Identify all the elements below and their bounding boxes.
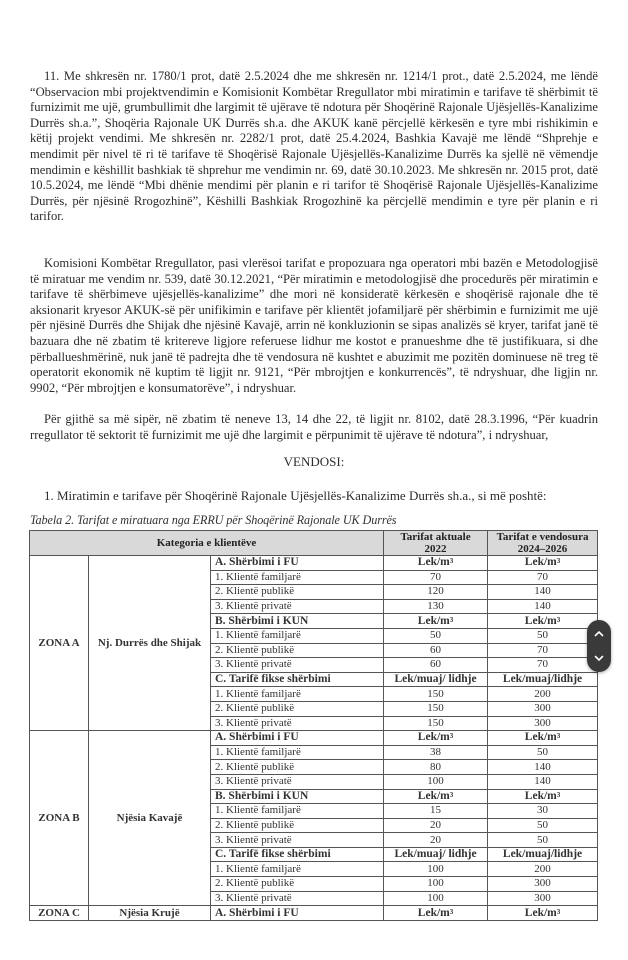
- client-category: 1. Klientë familjarë: [211, 570, 384, 585]
- header-current-label: Tarifat aktuale: [400, 531, 471, 543]
- header-new-tariffs: [488, 531, 598, 556]
- header-new-label: Tarifat e vendosura: [496, 531, 589, 543]
- chevron-down-icon: [594, 653, 604, 663]
- zone-label: ZONA A: [30, 556, 89, 731]
- client-category: 3. Klientë privatë: [211, 658, 384, 673]
- tariff-current: 130: [384, 599, 488, 614]
- service-name: C. Tarifë fikse shërbimi: [211, 847, 384, 862]
- client-category: 3. Klientë privatë: [211, 599, 384, 614]
- unit-exponent: 3: [556, 615, 561, 624]
- client-category: 3. Klientë privatë: [211, 716, 384, 731]
- unit-exponent: 3: [449, 615, 454, 624]
- unit-label: Njësia Kavajë: [89, 731, 211, 906]
- tariff-current: 15: [384, 804, 488, 819]
- tariff-new: 50: [488, 818, 598, 833]
- client-category: 1. Klientë familjarë: [211, 804, 384, 819]
- tariff-current: 120: [384, 585, 488, 600]
- service-header-row: [30, 731, 598, 746]
- unit-current: [384, 614, 488, 629]
- client-category: 3. Klientë privatë: [211, 774, 384, 789]
- unit-base: Lek/m: [524, 614, 557, 627]
- unit-exponent: 3: [556, 790, 561, 799]
- client-category: 3. Klientë privatë: [211, 833, 384, 848]
- unit-new: [488, 789, 598, 804]
- tariff-new: 300: [488, 701, 598, 716]
- unit-new: [488, 906, 598, 921]
- unit-current: [384, 906, 488, 921]
- client-category: 2. Klientë publikë: [211, 877, 384, 892]
- unit-new: Lek/muaj/lidhje: [488, 847, 598, 862]
- tariff-new: 300: [488, 716, 598, 731]
- tariff-current: 80: [384, 760, 488, 775]
- tariff-current: 70: [384, 570, 488, 585]
- unit-base: Lek/m: [417, 731, 450, 744]
- tariff-new: 50: [488, 628, 598, 643]
- tariff-new: 300: [488, 891, 598, 906]
- tariff-current: 20: [384, 818, 488, 833]
- client-category: 1. Klientë familjarë: [211, 628, 384, 643]
- tariff-current: 20: [384, 833, 488, 848]
- tariff-current: 100: [384, 877, 488, 892]
- service-name: A. Shërbimi i FU: [211, 556, 384, 571]
- table-header-row: [30, 531, 598, 556]
- tariff-new: 70: [488, 570, 598, 585]
- tariff-new: 50: [488, 745, 598, 760]
- header-current-tariffs: [384, 531, 488, 556]
- unit-label: Nj. Durrës dhe Shijak: [89, 556, 211, 731]
- unit-new: [488, 731, 598, 746]
- paragraph-commission-assessment: Komisioni Kombëtar Rregullator, pasi vlerësoi tarifat e propozuara nga operatori mbi bazën e Metodologjisë të miratuar me vendim nr. 539, datë 30.12.2021, “Për miratimin e metodologjisë dhe procedurës për miratimin e tarifave të shërbimeve ujësjellës-kanalizime” dhe mori në konsideratë kërkesën e shoqërisë rajonale dhe të aksionarit kryesor AKUK-së për unifikimin e tarifave për klientët jofamiljarë për shërbimin e furnizimit me ujë për njësinë Durrës dhe Shijak dhe njësinë Kavajë, arrin në konkluzionin se sipas analizës së kryer, tarifat janë të bazuara dhe në zbatim të kritereve ligjore referuese lidhur me kostot e pranueshme dhe të justifikuara, si dhe përballueshmërinë, nuk janë të padrejta dhe të vendosura në kushtet e abuzimit me pozitën dominuese në treg të operatorit ekonomik në kuptim të ligjit nr. 9121, “Për mbrojtjen e konkurrencës”, të ndryshuar, dhe ligjin nr. 9902, “Për mbrojtjen e konsumatorëve”, i ndryshuar.: [30, 256, 598, 395]
- tariff-new: 200: [488, 687, 598, 702]
- client-category: 3. Klientë privatë: [211, 891, 384, 906]
- unit-label: Njësia Krujë: [89, 906, 211, 921]
- scroll-navigation-widget: [587, 620, 611, 672]
- service-name: A. Shërbimi i FU: [211, 906, 384, 921]
- chevron-up-icon: [594, 629, 604, 639]
- tariff-current: 100: [384, 774, 488, 789]
- unit-current: [384, 556, 488, 571]
- tariff-new: 50: [488, 833, 598, 848]
- header-new-years: 2024–2026: [517, 543, 568, 555]
- service-name: B. Shërbimi i KUN: [211, 614, 384, 629]
- unit-base: Lek/m: [524, 906, 557, 919]
- zone-label: ZONA B: [30, 731, 89, 906]
- tariff-new: 70: [488, 658, 598, 673]
- unit-base: Lek/m: [417, 556, 450, 569]
- service-name: C. Tarifë fikse shërbimi: [211, 672, 384, 687]
- unit-base: Lek/m: [524, 789, 557, 802]
- unit-current: Lek/muaj/ lidhje: [384, 672, 488, 687]
- unit-new: [488, 556, 598, 571]
- tariff-current: 150: [384, 716, 488, 731]
- tariff-new: 140: [488, 599, 598, 614]
- service-name: A. Shërbimi i FU: [211, 731, 384, 746]
- tariff-current: 60: [384, 658, 488, 673]
- paragraph-legal-basis: Për gjithë sa më sipër, në zbatim të neneve 13, 14 dhe 22, të ligjit nr. 8102, datë 28.3.1996, “Për kuadrin rregullator të sektorit të furnizimit me ujë dhe largimit e përpunimit të ujërave të ndotura”, i ndryshuar,: [30, 412, 598, 442]
- client-category: 1. Klientë familjarë: [211, 862, 384, 877]
- unit-base: Lek/m: [524, 556, 557, 569]
- unit-base: Lek/m: [417, 906, 450, 919]
- unit-base: Lek/m: [417, 789, 450, 802]
- client-category: 2. Klientë publikë: [211, 760, 384, 775]
- service-name: B. Shërbimi i KUN: [211, 789, 384, 804]
- unit-exponent: 3: [556, 557, 561, 566]
- scroll-down-button[interactable]: [587, 646, 611, 670]
- tariff-new: 140: [488, 774, 598, 789]
- scroll-up-button[interactable]: [587, 622, 611, 646]
- tariff-new: 300: [488, 877, 598, 892]
- client-category: 2. Klientë publikë: [211, 701, 384, 716]
- header-current-year: 2022: [424, 543, 447, 555]
- service-header-row: [30, 906, 598, 921]
- unit-new: [488, 614, 598, 629]
- tariff-new: 140: [488, 760, 598, 775]
- tariff-new: 140: [488, 585, 598, 600]
- tariff-table: [29, 530, 598, 921]
- unit-new: Lek/muaj/lidhje: [488, 672, 598, 687]
- tariff-new: 200: [488, 862, 598, 877]
- tariff-new: 30: [488, 804, 598, 819]
- tariff-current: 150: [384, 687, 488, 702]
- paragraph-11: 11. Me shkresën nr. 1780/1 prot, datë 2.5.2024 dhe me shkresën nr. 1214/1 prot., datë 2.5.2024, me lëndë “Observacion mbi projektvendimin e Komisionit Kombëtar Rregullator mbi miratimin e tarifave të shërbimit të furnizimit me ujë, grumbullimit dhe largimit të ujërave të ndotura për Shoqërinë Rajonale Ujësjellës-Kanalizime Durrës sh.a.”, Shoqëria Rajonale UK Durrës sh.a. dhe AKUK kanë përcjellë kërkesën e tyre mbi rishikimin e këtij projekt vendimi. Me shkresën nr. 2282/1 prot, datë 25.4.2024, Bashkia Kavajë me lëndë “Shprehje e mendimit për nivel të ri të tarifave të Shoqërisë Rajonale Ujësjellës-Kanalizime Durrës ka sjellë në vëmendje mendimin e këshillit bashkiak të shprehur me vendimin nr. 69, datë 30.10.2023. Me shkresën nr. 2015 prot, datë 10.5.2024, me lëndë “Mbi dhënie mendimi për planin e ri tarifor të Shoqërisë Rajonale Ujësjellës-Kanalizime Durrës, për njësinë Rrogozhinë”, Këshilli Bashkiak Rrogozhinë ka përcjellë mendimin e tyre për planin e ri tarifor.: [30, 69, 598, 224]
- zone-label: ZONA C: [30, 906, 89, 921]
- unit-base: Lek/m: [417, 614, 450, 627]
- service-header-row: [30, 556, 598, 571]
- decision-heading: VENDOSI:: [283, 454, 345, 469]
- tariff-current: 38: [384, 745, 488, 760]
- unit-current: [384, 789, 488, 804]
- client-category: 2. Klientë publikë: [211, 818, 384, 833]
- tariff-new: 70: [488, 643, 598, 658]
- tariff-current: 100: [384, 862, 488, 877]
- unit-current: Lek/muaj/ lidhje: [384, 847, 488, 862]
- client-category: 1. Klientë familjarë: [211, 687, 384, 702]
- client-category: 2. Klientë publikë: [211, 585, 384, 600]
- unit-exponent: 3: [449, 790, 454, 799]
- tariff-current: 150: [384, 701, 488, 716]
- unit-exponent: 3: [556, 907, 561, 916]
- header-category: Kategoria e klientëve: [30, 531, 384, 556]
- unit-exponent: 3: [449, 907, 454, 916]
- tariff-current: 100: [384, 891, 488, 906]
- unit-exponent: 3: [449, 557, 454, 566]
- client-category: 2. Klientë publikë: [211, 643, 384, 658]
- table-caption: Tabela 2. Tarifat e miratuara nga ERRU për Shoqërinë Rajonale UK Durrës: [30, 513, 397, 527]
- unit-current: [384, 731, 488, 746]
- unit-exponent: 3: [449, 732, 454, 741]
- decision-item-1: 1. Miratimin e tarifave për Shoqërinë Rajonale Ujësjellës-Kanalizime Durrës sh.a., si më poshtë:: [44, 488, 547, 503]
- tariff-current: 60: [384, 643, 488, 658]
- unit-base: Lek/m: [524, 731, 557, 744]
- client-category: 1. Klientë familjarë: [211, 745, 384, 760]
- tariff-current: 50: [384, 628, 488, 643]
- unit-exponent: 3: [556, 732, 561, 741]
